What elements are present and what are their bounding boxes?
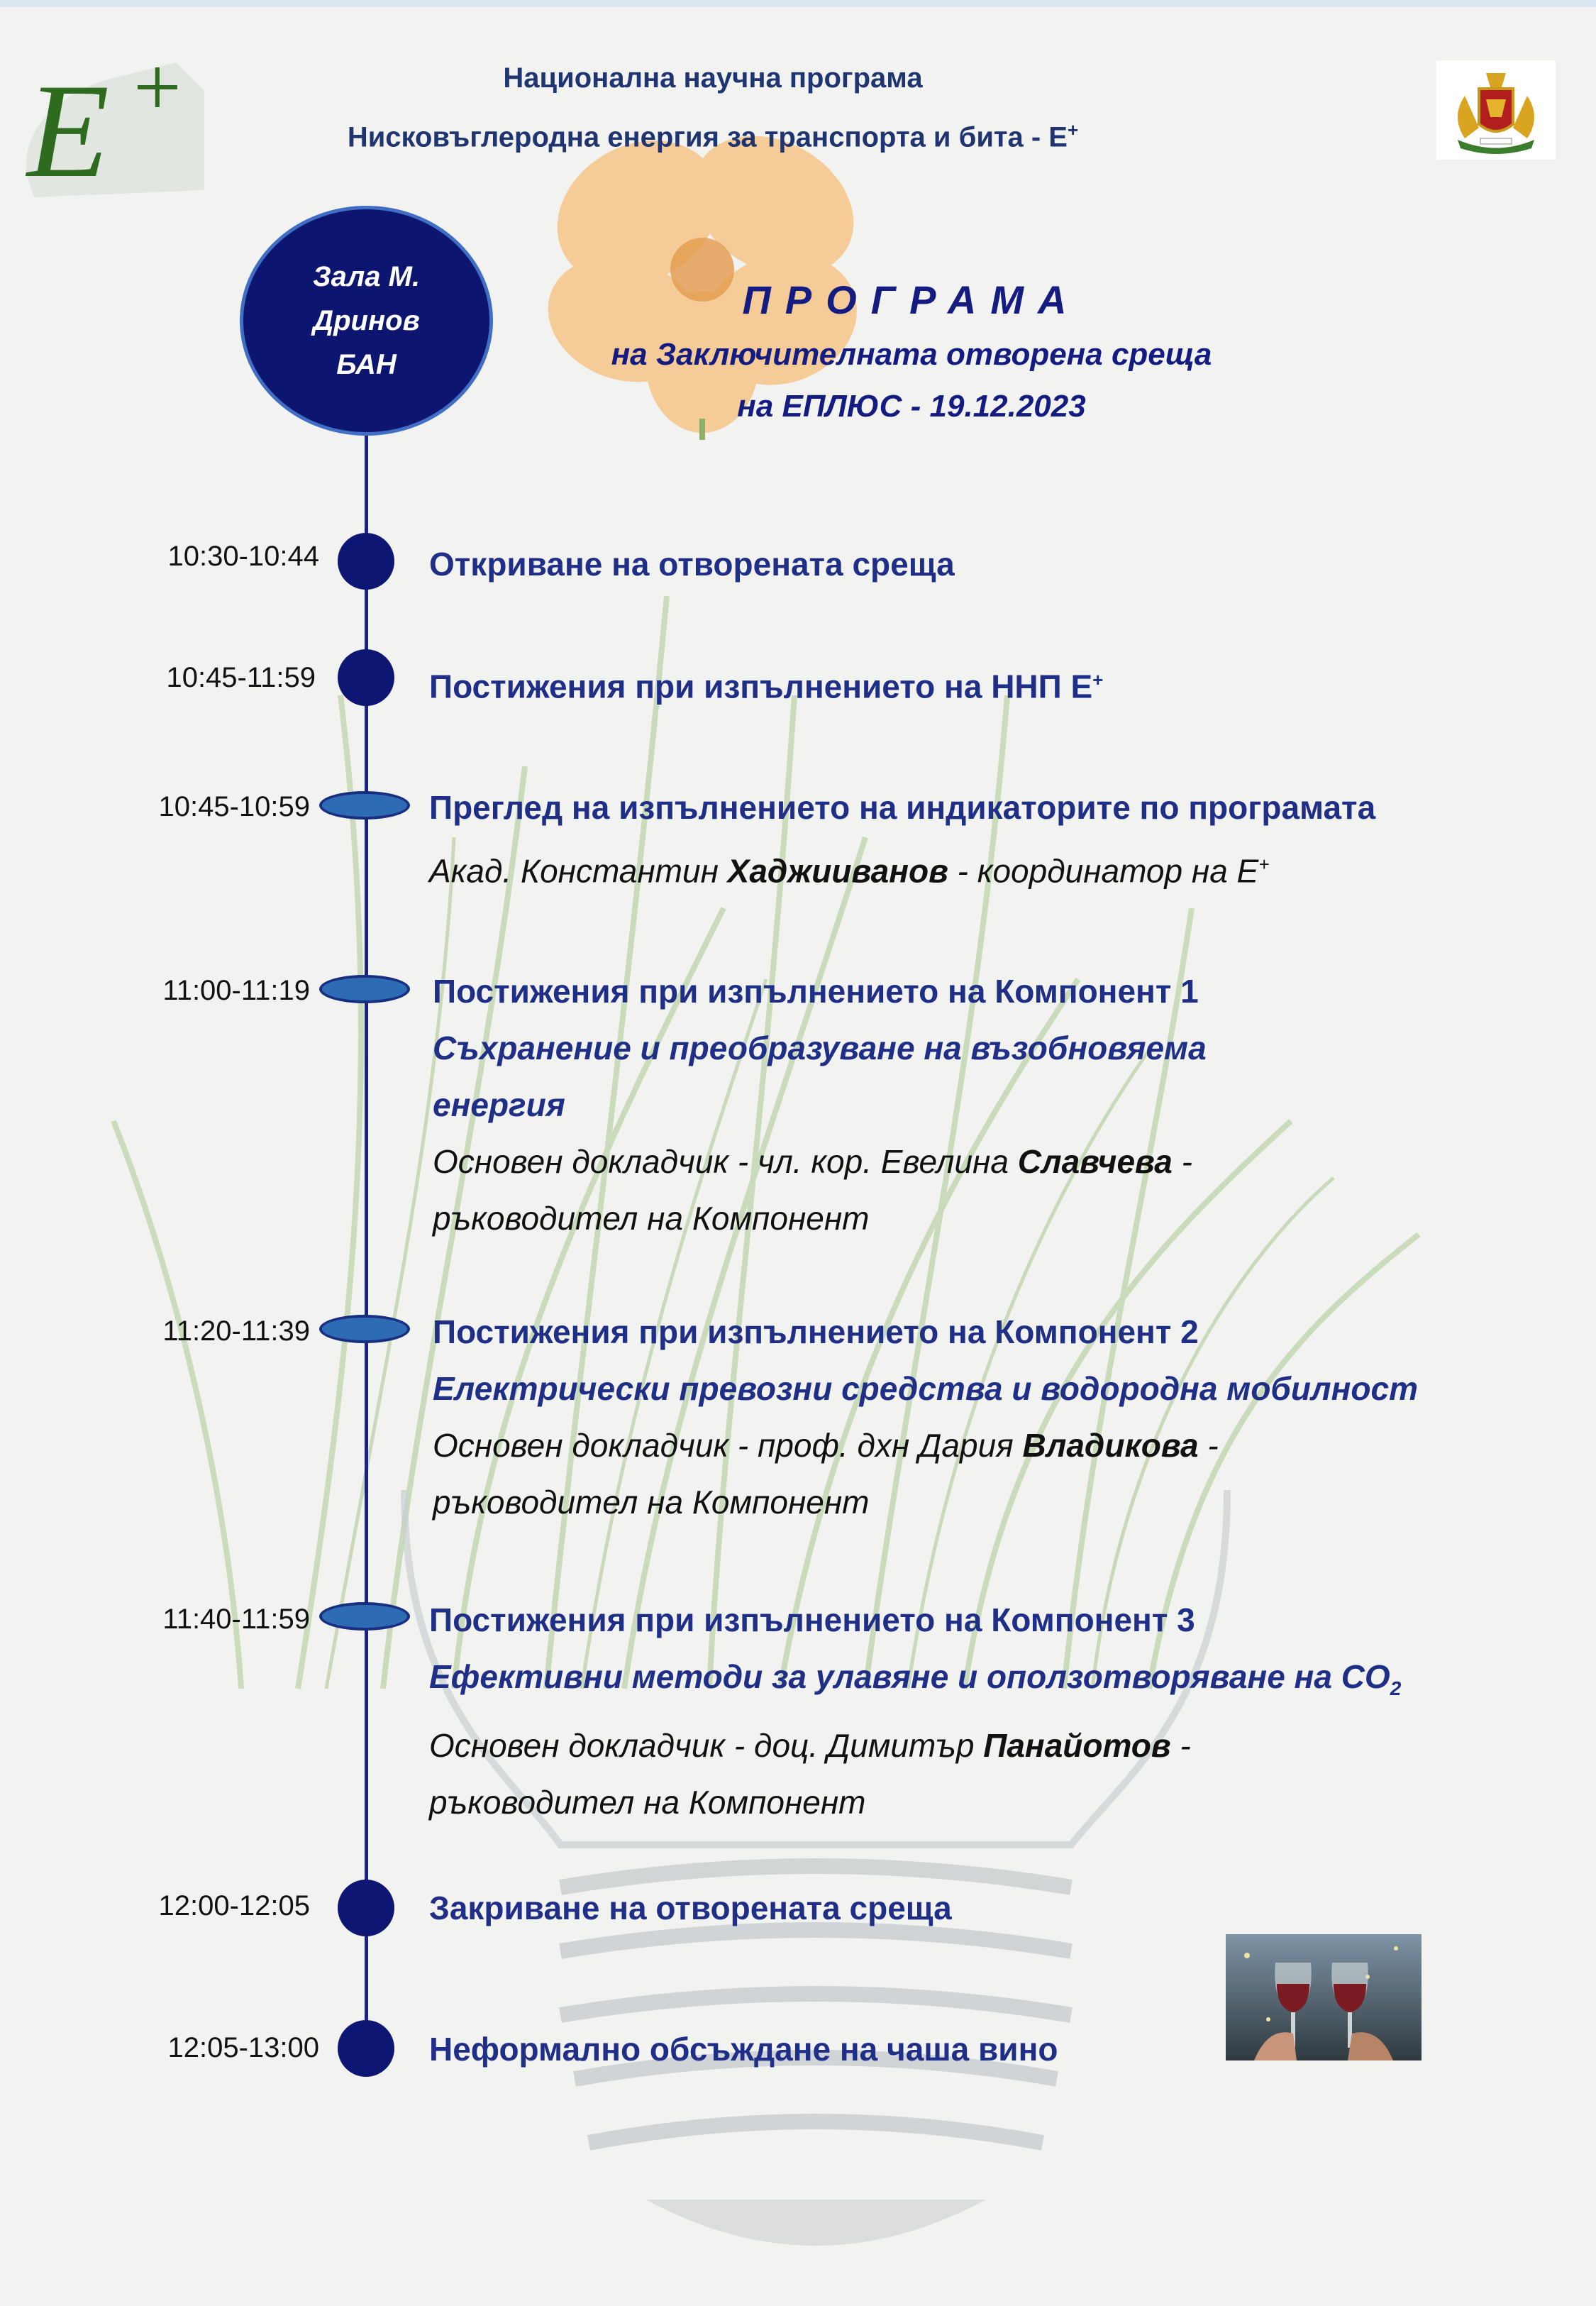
venue-line-1: Зала М.: [312, 261, 421, 292]
item-title: Постижения при изпълнението на Компонент 2: [433, 1313, 1199, 1350]
speaker-name: Владикова: [1022, 1427, 1199, 1464]
program-title: ПРОГРАМА: [742, 277, 1081, 322]
time-label: 12:00-12:05: [158, 1890, 310, 1921]
time-label: 12:05-13:00: [167, 2032, 319, 2063]
timeline-dot: [338, 533, 394, 590]
time-label: 11:00-11:19: [162, 975, 310, 1006]
speaker-name: Хаджииванов: [727, 852, 948, 890]
item-speaker: [429, 1717, 1536, 1774]
item-title: Постижения при изпълнението на Компонент 3: [429, 1601, 1195, 1638]
item-speaker: [429, 836, 1536, 899]
schedule-item: [429, 779, 1536, 899]
timeline-dot: [338, 649, 394, 706]
item-title: Закриване на отворената среща: [429, 1890, 952, 1926]
header-subtitle-sup: +: [1067, 119, 1079, 140]
speaker-prefix: Акад. Константин: [429, 852, 728, 890]
timeline-oval: [319, 1602, 410, 1631]
item-speaker: [433, 1133, 1539, 1190]
item-subtitle: Електрически превозни средства и водородна мобилност: [433, 1370, 1418, 1407]
item-title: Неформално обсъждане на чаша вино: [429, 2031, 1058, 2068]
speaker-suffix: -: [1170, 1727, 1191, 1765]
time-label: 10:30-10:44: [167, 541, 319, 572]
speaker-suffix: -: [1198, 1427, 1219, 1464]
venue-line-2: Дринов: [313, 305, 420, 336]
speaker-prefix: Основен докладчик - доц. Димитър: [429, 1727, 984, 1765]
item-subtitle: [429, 1648, 1536, 1717]
speaker-suffix: - координатор на Е: [948, 852, 1259, 890]
header-subtitle-text: Нисковъглеродна енергия за транспорта и бита - Е: [347, 121, 1068, 153]
timeline-oval: [319, 791, 410, 820]
time-label: 10:45-10:59: [158, 791, 310, 822]
timeline-dot: [338, 1880, 394, 1936]
logo-letter: E: [27, 57, 110, 204]
item-title: Постижения при изпълнението на Компонент 1: [433, 973, 1199, 1010]
timeline-dot: [338, 2020, 394, 2077]
speaker-name: Панайотов: [983, 1727, 1171, 1765]
speaker-prefix: Основен докладчик - чл. кор. Евелина: [433, 1143, 1018, 1180]
timeline-oval: [319, 1315, 410, 1343]
item-title-sup: +: [1092, 669, 1104, 690]
schedule-item: [433, 1303, 1539, 1530]
speaker-suffix: -: [1172, 1143, 1192, 1180]
time-label: 11:40-11:59: [162, 1604, 310, 1635]
item-role: ръководител на Компонент: [433, 1484, 870, 1521]
item-role: ръководител на Компонент: [429, 1784, 866, 1821]
top-strip: [0, 0, 1596, 7]
item-title: Откриване на отворената среща: [429, 546, 955, 583]
header-program-name: Национална научна програма: [503, 62, 923, 94]
item-subtitle-cont: енергия: [433, 1086, 565, 1123]
item-speaker: [433, 1417, 1539, 1474]
item-title-text: Постижения при изпълнението на ННП Е: [429, 668, 1093, 705]
item-subtitle: Съхранение и преобразуване на възобновяема: [433, 1030, 1207, 1066]
schedule-item: [429, 1880, 1536, 1936]
header-program-subtitle: [0, 119, 1511, 153]
venue-badge: [240, 206, 493, 436]
schedule-item: [429, 536, 1536, 592]
item-title: Преглед на изпълнението на индикаторите по програмата: [429, 789, 1376, 826]
item-subtitle-sub: 2: [1390, 1677, 1402, 1700]
speaker-prefix: Основен докладчик - проф. дхн Дария: [433, 1427, 1023, 1464]
item-subtitle-text: Ефективни методи за улавяне и оползотворяване на СО: [429, 1658, 1390, 1695]
wine-glasses-photo: [1226, 1934, 1422, 2060]
schedule-item: [433, 963, 1539, 1247]
program-subtitle-2: на ЕПЛЮС - 19.12.2023: [737, 389, 1086, 424]
timeline-oval: [319, 975, 410, 1003]
time-label: 10:45-11:59: [166, 662, 316, 693]
logo-plus: +: [133, 48, 182, 134]
speaker-name: Славчева: [1017, 1143, 1173, 1180]
program-subtitle-1: на Заключителната отворена среща: [611, 337, 1212, 372]
schedule-item: [429, 651, 1536, 715]
time-label: 11:20-11:39: [162, 1315, 310, 1347]
item-role: ръководител на Компонент: [433, 1200, 870, 1237]
venue-line-3: БАН: [336, 349, 397, 380]
item-title: [429, 651, 1536, 715]
speaker-sup: +: [1258, 854, 1270, 875]
schedule-item: [429, 1591, 1536, 1831]
